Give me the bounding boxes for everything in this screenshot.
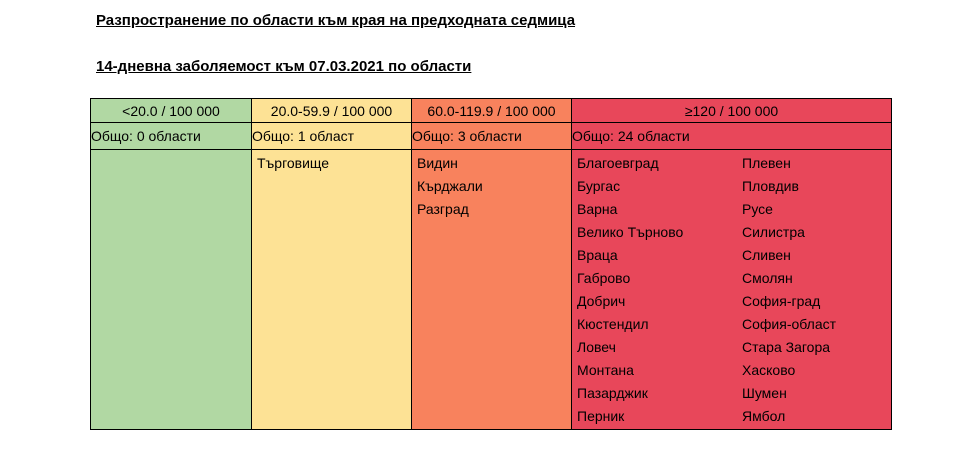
region-list-left <box>572 150 737 429</box>
region-list <box>91 150 251 153</box>
regions-20-59 <box>252 150 412 430</box>
region-item: Шумен <box>742 385 787 401</box>
regions-60-119 <box>412 150 572 430</box>
total-below-20: Общо: 0 области <box>91 123 252 150</box>
range-header-20-59: 20.0-59.9 / 100 000 <box>252 99 412 123</box>
region-item: Велико Търново <box>577 224 684 240</box>
region-item: Разград <box>417 201 469 217</box>
region-item: Плевен <box>742 155 791 171</box>
region-item: Благоевград <box>577 155 659 171</box>
region-item: Пазарджик <box>577 385 648 401</box>
total-20-59: Общо: 1 област <box>252 123 412 150</box>
range-header-row <box>91 99 892 123</box>
region-item: Бургас <box>577 178 621 194</box>
region-item: Габрово <box>577 270 631 286</box>
range-header-120-plus: ≥120 / 100 000 <box>572 99 892 123</box>
region-item: Кърджали <box>417 178 483 194</box>
region-item: Смолян <box>742 270 793 286</box>
region-item: Хасково <box>742 362 796 378</box>
range-header-below-20: <20.0 / 100 000 <box>91 99 252 123</box>
region-item: Сливен <box>742 247 791 263</box>
regions-120-plus <box>572 150 892 430</box>
region-item: Стара Загора <box>742 339 831 355</box>
document-title: Разпространение по области към края на предходната седмица <box>96 12 576 29</box>
region-item: Варна <box>577 201 618 217</box>
incidence-table <box>90 98 892 430</box>
region-list <box>252 150 411 176</box>
region-item: Ловеч <box>577 339 616 355</box>
region-item: Русе <box>742 201 773 217</box>
region-item: Търговище <box>257 155 330 171</box>
region-item: Силистра <box>742 224 805 240</box>
region-list-right <box>737 150 891 429</box>
range-header-60-119: 60.0-119.9 / 100 000 <box>412 99 572 123</box>
total-row <box>91 123 892 150</box>
total-120-plus: Общо: 24 области <box>572 123 892 150</box>
total-60-119: Общо: 3 области <box>412 123 572 150</box>
region-item: Добрич <box>577 293 626 309</box>
region-item: София-област <box>742 316 837 332</box>
region-item: Враца <box>577 247 618 263</box>
region-item: Ямбол <box>742 408 786 424</box>
table-title: 14-дневна заболяемост към 07.03.2021 по области <box>96 58 472 75</box>
region-item: Кюстендил <box>577 316 649 332</box>
region-item: Перник <box>577 408 625 424</box>
region-item: Видин <box>417 155 458 171</box>
regions-below-20 <box>91 150 252 430</box>
region-item: Пловдив <box>742 178 799 194</box>
region-item: София-град <box>742 293 821 309</box>
regions-row <box>91 150 892 430</box>
region-list <box>412 150 571 222</box>
region-item: Монтана <box>577 362 634 378</box>
